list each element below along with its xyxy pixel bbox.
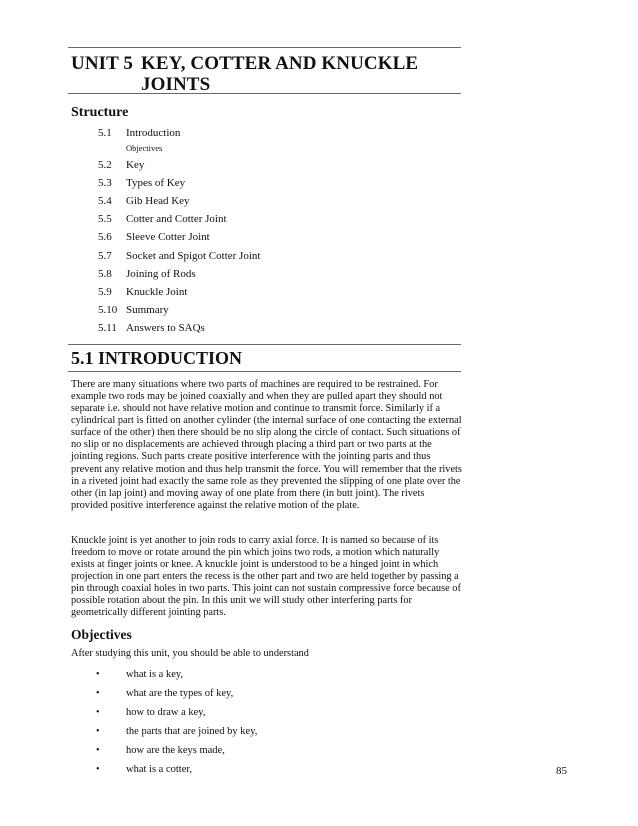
toc-number: 5.1 — [98, 127, 112, 139]
toc-label: Sleeve Cotter Joint — [126, 231, 210, 244]
toc-number: 5.6 — [98, 231, 112, 244]
toc-label: Answers to SAQs — [126, 321, 205, 334]
toc-sub-item: Objectives — [126, 143, 163, 154]
toc-item — [98, 192, 260, 210]
toc-label: Key — [126, 159, 145, 172]
toc-item — [98, 265, 260, 283]
structure-heading: Structure — [71, 105, 129, 120]
toc-label: Knuckle Joint — [126, 285, 188, 298]
section-heading: 5.1 INTRODUCTION — [71, 348, 243, 368]
objective-item — [96, 760, 257, 779]
toc-label: Introduction — [126, 127, 181, 139]
toc-label: Summary — [126, 303, 169, 316]
toc-number: 5.11 — [98, 321, 117, 334]
objective-item — [96, 741, 257, 760]
bullet-icon: • — [96, 764, 100, 775]
toc-label: Socket and Spigot Cotter Joint — [126, 249, 261, 262]
objectives-list — [96, 665, 257, 779]
unit-title — [71, 53, 418, 95]
structure-list — [98, 124, 260, 337]
toc-item — [98, 301, 260, 319]
bullet-icon: • — [96, 745, 100, 756]
toc-label: Cotter and Cotter Joint — [126, 213, 227, 226]
toc-item — [98, 228, 260, 246]
toc-label: Gib Head Key — [126, 195, 190, 208]
toc-number: 5.8 — [98, 267, 112, 280]
objective-text: what is a key, — [126, 669, 184, 680]
toc-item — [98, 156, 260, 174]
toc-number: 5.7 — [98, 249, 112, 262]
toc-number: 5.3 — [98, 177, 112, 190]
objective-text: how to draw a key, — [126, 707, 206, 718]
toc-item — [98, 319, 260, 337]
toc-item — [98, 174, 260, 192]
section-bottom-rule — [68, 371, 461, 372]
bullet-icon: • — [96, 726, 100, 737]
intro-paragraph-1: There are many situations where two parts of machines are required to be restrained. For example two rods may be joined coaxially and when they are pulled apart they should not separate i.e. should not have relative motion and continue to transmit force. Similarly if a cylindrical part is fitted on another cylinder (the internal surface of one contacting the external surface of the other) then there should be no slip along the circle of contact. Such situations of no slip or no displacements are achieved through placing a third part or two parts at the jointing regions. Such parts create positive interference with the jointing parts and thus prevent any relative motion and thus help transmit the force. You will remember that the rivets in a riveted joint had exactly the same role as they prevented the slipping of one plate over the other (in lap joint) and moving away of one plate from there (in butt joint). The rivets provided positive interference against the relative motion of the plate. — [71, 379, 462, 511]
bullet-icon: • — [96, 707, 100, 718]
objective-text: the parts that are joined by key, — [126, 726, 258, 737]
unit-title-line1: KEY, COTTER AND KNUCKLE — [141, 53, 419, 74]
objective-text: how are the keys made, — [126, 745, 225, 756]
objective-item — [96, 665, 257, 684]
toc-label: Types of Key — [126, 177, 186, 190]
toc-number: 5.10 — [98, 303, 118, 316]
toc-number: 5.9 — [98, 285, 112, 298]
bullet-icon: • — [96, 688, 100, 699]
toc-item — [98, 210, 260, 228]
objective-item — [96, 703, 257, 722]
toc-label: Joining of Rods — [126, 267, 196, 280]
top-rule — [68, 47, 461, 48]
objective-text: what are the types of key, — [126, 688, 234, 699]
toc-item — [98, 247, 260, 265]
objectives-intro: After studying this unit, you should be able to understand — [71, 648, 309, 659]
title-underline-rule — [68, 93, 461, 94]
objective-item — [96, 684, 257, 703]
bullet-icon: • — [96, 669, 100, 680]
section-top-rule — [68, 344, 461, 345]
unit-number: UNIT 5 — [71, 53, 134, 74]
objective-text: what is a cotter, — [126, 764, 193, 775]
toc-item — [98, 283, 260, 301]
toc-item — [98, 124, 260, 142]
page-number: 85 — [556, 765, 567, 777]
objectives-heading: Objectives — [71, 627, 132, 642]
intro-paragraph-2: Knuckle joint is yet another to join rods to carry axial force. It is named so because of its freedom to move or rotate around the pin which joins two rods, a motion which naturally exists at finger joints or knee. A knuckle joint is understood to be a hinged joint in which projection in one part enters the recess is the other part and two are held together by passing a pin through coaxial holes in two parts. This joint can not sustain compressive force because of possible rotation about the pin. In this unit we will study other interfering parts for geometrically different jointing parts. — [71, 535, 461, 619]
toc-number: 5.5 — [98, 213, 112, 226]
toc-number: 5.2 — [98, 159, 112, 172]
toc-number: 5.4 — [98, 195, 112, 208]
unit-title-line2: JOINTS — [141, 74, 211, 95]
objective-item — [96, 722, 257, 741]
